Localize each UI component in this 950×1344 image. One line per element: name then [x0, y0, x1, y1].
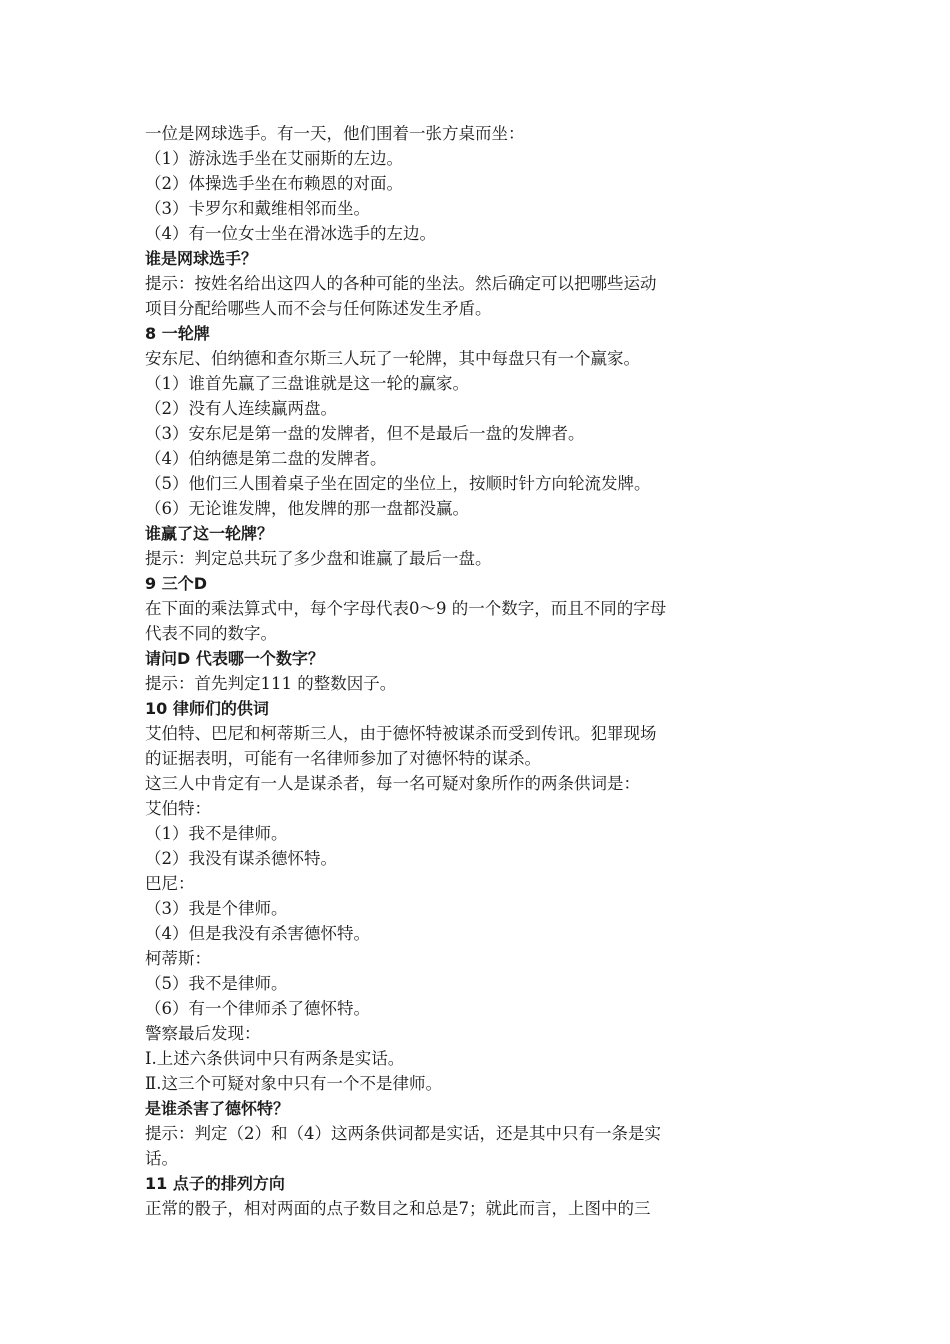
section-heading: 请问D 代表哪一个数字？: [145, 649, 324, 668]
text-line: （4）伯纳德是第二盘的发牌者。: [145, 449, 387, 468]
text-line: （5）他们三人围着桌子坐在固定的坐位上，按顺时针方向轮流发牌。: [145, 474, 651, 493]
text-line: （3）卡罗尔和戴维相邻而坐。: [145, 199, 370, 218]
text-line: 这三人中肯定有一人是谋杀者，每一名可疑对象所作的两条供词是：: [145, 774, 640, 793]
text-line: 提示：判定（2）和（4）这两条供词都是实话，还是其中只有一条是实: [145, 1124, 661, 1143]
section-heading: 8 一轮牌: [145, 324, 210, 343]
text-line: （6）无论谁发牌，他发牌的那一盘都没赢。: [145, 499, 469, 518]
text-line: 艾伯特：: [145, 799, 211, 818]
section-heading: 谁是网球选手？: [145, 249, 258, 268]
text-line: （4）有一位女士坐在滑冰选手的左边。: [145, 224, 436, 243]
text-line: （3）安东尼是第一盘的发牌者，但不是最后一盘的发牌者。: [145, 424, 585, 443]
text-line: （1）游泳选手坐在艾丽斯的左边。: [145, 149, 403, 168]
text-line: 话。: [145, 1149, 178, 1168]
text-line: （1）我不是律师。: [145, 824, 288, 843]
text-line: （3）我是个律师。: [145, 899, 288, 918]
text-line: （5）我不是律师。: [145, 974, 288, 993]
text-line: 柯蒂斯：: [145, 949, 211, 968]
text-line: 在下面的乘法算式中，每个字母代表0～9 的一个数字，而且不同的字母: [145, 599, 667, 618]
text-line: （2）没有人连续赢两盘。: [145, 399, 337, 418]
text-line: 正常的骰子，相对两面的点子数目之和总是7；就此而言，上图中的三: [145, 1199, 651, 1218]
section-heading: 11 点子的排列方向: [145, 1174, 285, 1193]
text-line: 代表不同的数字。: [145, 624, 277, 643]
section-heading: 10 律师们的供词: [145, 699, 269, 718]
text-line: （2）体操选手坐在布赖恩的对面。: [145, 174, 403, 193]
text-line: 警察最后发现：: [145, 1024, 261, 1043]
section-heading: 是谁杀害了德怀特？: [145, 1099, 290, 1118]
text-line: 的证据表明，可能有一名律师参加了对德怀特的谋杀。: [145, 749, 541, 768]
text-line: （4）但是我没有杀害德怀特。: [145, 924, 370, 943]
document-page: [145, 121, 765, 1221]
text-line: （1）谁首先赢了三盘谁就是这一轮的赢家。: [145, 374, 469, 393]
text-line: 提示：判定总共玩了多少盘和谁赢了最后一盘。: [145, 549, 492, 568]
text-line: 安东尼、伯纳德和查尔斯三人玩了一轮牌，其中每盘只有一个赢家。: [145, 349, 640, 368]
text-line: Ⅰ.上述六条供词中只有两条是实话。: [145, 1049, 405, 1068]
text-line: 提示：首先判定111 的整数因子。: [145, 674, 397, 693]
text-line: 一位是网球选手。有一天，他们围着一张方桌而坐：: [145, 124, 525, 143]
text-line: （2）我没有谋杀德怀特。: [145, 849, 337, 868]
text-line: 艾伯特、巴尼和柯蒂斯三人，由于德怀特被谋杀而受到传讯。犯罪现场: [145, 724, 657, 743]
section-heading: 9 三个D: [145, 574, 207, 593]
text-line: Ⅱ.这三个可疑对象中只有一个不是律师。: [145, 1074, 442, 1093]
text-line: （6）有一个律师杀了德怀特。: [145, 999, 370, 1018]
text-line: 提示：按姓名给出这四人的各种可能的坐法。然后确定可以把哪些运动: [145, 274, 657, 293]
text-line: 巴尼：: [145, 874, 195, 893]
text-line: 项目分配给哪些人而不会与任何陈述发生矛盾。: [145, 299, 492, 318]
section-heading: 谁赢了这一轮牌？: [145, 524, 274, 543]
